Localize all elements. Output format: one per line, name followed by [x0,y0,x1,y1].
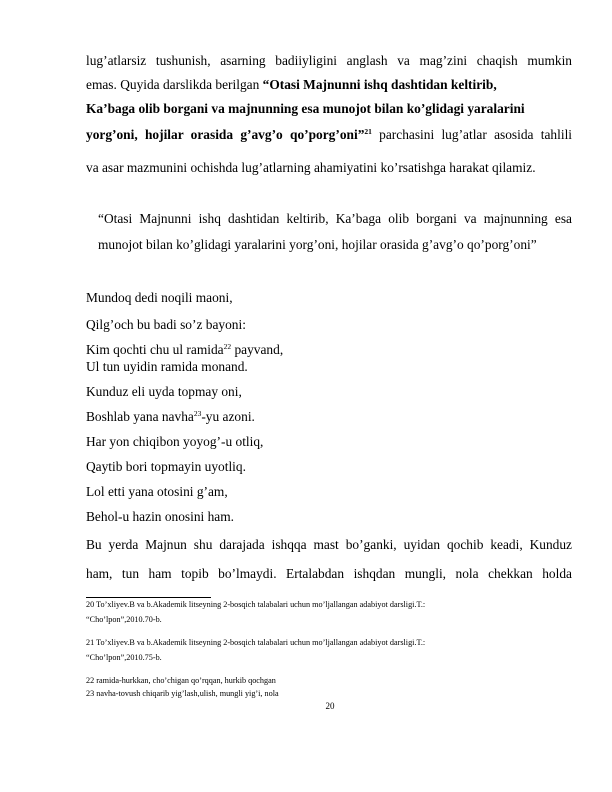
footnote: 22 ramida-hurkkan, cho’chigan qo’rqqan, hurkib qochgan [86,676,276,685]
footnote-separator [86,597,211,598]
poem-line: Behol-u hazin onosini ham. [86,509,235,524]
poem-line: Kim qochti chu ul ramida$^{22}$ payvand, [86,342,284,357]
poem-line: Kunduz eli uyda topmay oni, [86,384,242,399]
page-number: 20 [325,701,335,711]
footnote: 21 To’xliyev.B va b.Akademik litseyning 2-bosqich talabalari uchun mo’ljallangan adabiyot darsligi.T.: [86,638,426,647]
quote-line: “Otasi Majnunni ishq dashtidan keltirib, Ka’baga olib borgani va majnunning esa [98,211,572,226]
body-line: yorg’oni, hojilar orasida g’avg’o qo’porg’oni”$^{21}$ parchasini lug’atlar asosida tahlili [86,127,573,142]
body-line: emas. Quyida darslikda berilgan “Otasi Majnunni ishq dashtidan keltirib, [86,77,497,92]
body-line: lug’atlarsiz tushunish, asarning badiiyligini anglash va mag’zini chaqish mumkin [86,53,572,68]
highlighted-title-line: Ka’baga olib borgani va majnunning esa munojot bilan ko’glidagi yaralarini [86,101,525,116]
poem-line: Ul tun uyidin ramida monand. [86,359,248,374]
footnote: “Cho’lpon”,2010.75-b. [86,653,162,662]
body-line: va asar mazmunini ochishda lug’atlarning ahamiyatini ko’rsatishga harakat qilamiz. [86,160,536,175]
body-line: Bu yerda Majnun shu darajada ishqqa mast bo’ganki, uyidan qochib keadi, Kunduz [86,537,572,552]
footnote-ref: 22 [223,342,232,351]
poem-line: Qaytib bori topmayin uyotliq. [86,459,246,474]
poem-line: Har yon chiqibon yoyog’-u otliq, [86,434,264,449]
highlighted-title: “Otasi Majnunni ishq dashtidan keltirib, [262,77,497,92]
body-line: ham, tun ham topib bo’lmaydi. Ertalabdan ishqdan mungli, nola chekkan holda [86,566,572,581]
quote-line: munojot bilan ko’glidagi yaralarini yorg’oni, hojilar orasida g’avg’o qo’porg’oni” [98,237,537,252]
footnote: 23 navha-tovush chiqarib yig’lash,ulish, mungli yig’i, nola [86,689,279,698]
footnote-ref: 23 [193,409,202,418]
poem-line: Mundoq dedi noqili maoni, [86,290,233,305]
poem-line: Lol etti yana otosini g’am, [86,484,228,499]
poem-line: Boshlab yana navha$^{23}$-yu azoni. [86,409,255,424]
footnote: 20 To’xliyev.B va b.Akademik litseyning 2-bosqich talabalari uchun mo’ljallangan adabiyot darsligi.T.: [86,600,426,609]
footnote-ref: 21 [364,127,372,136]
poem-line: Qilg’och bu badi so’z bayoni: [86,317,246,332]
footnote: “Cho’lpon”,2010.70-b. [86,615,162,624]
